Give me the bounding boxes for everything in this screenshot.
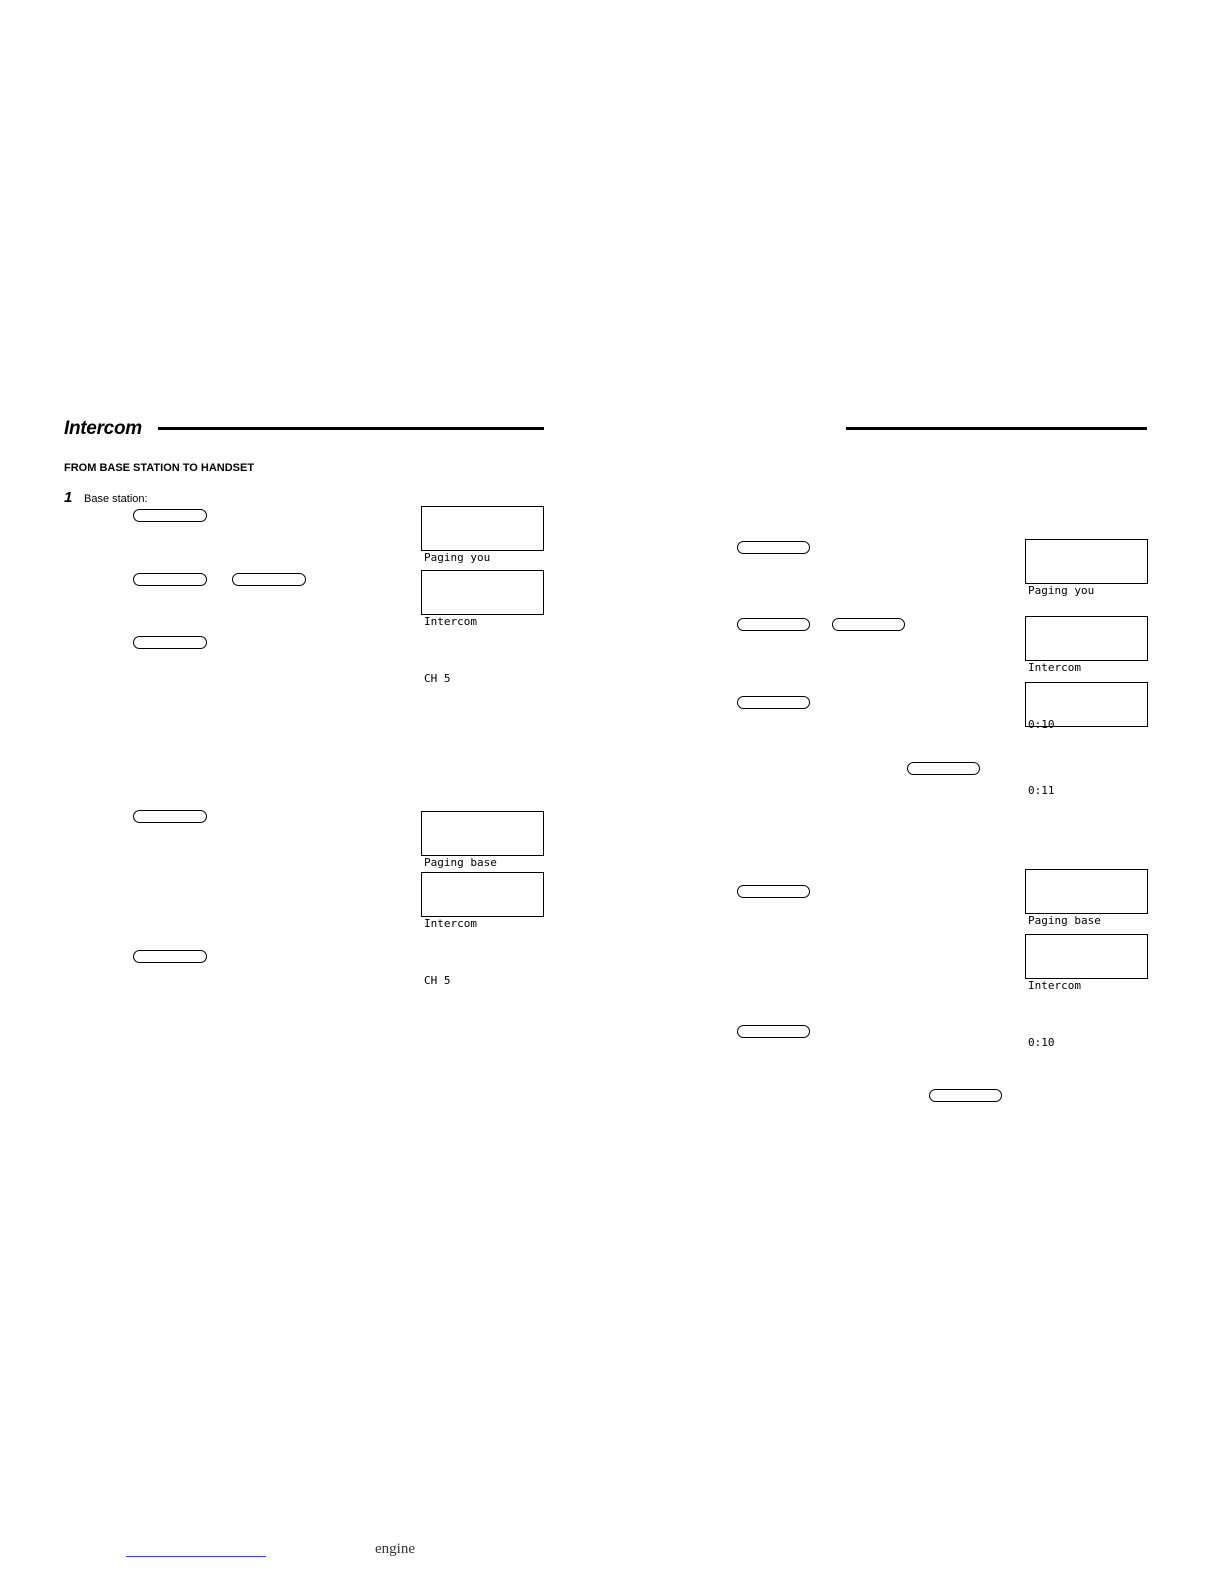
lcd-line-2: 0:10 — [1028, 1036, 1055, 1049]
lcd-display — [421, 811, 544, 869]
key-button — [832, 618, 905, 631]
footer-link-underline[interactable] — [126, 1556, 266, 1557]
lcd-line-1: Intercom — [1028, 661, 1081, 674]
right-title-rule — [846, 427, 1147, 430]
key-button — [232, 573, 306, 586]
key-button — [133, 950, 207, 963]
key-button — [737, 1025, 810, 1038]
key-button — [737, 541, 810, 554]
lcd-line-2: CH 5 — [424, 974, 451, 987]
key-button — [133, 810, 207, 823]
lcd-line-1 — [1028, 724, 1147, 743]
lcd-display — [421, 506, 544, 564]
left-title-rule — [158, 427, 544, 430]
lcd-line-1: Intercom — [424, 917, 477, 930]
key-button — [133, 509, 207, 522]
key-button — [133, 636, 207, 649]
lcd-display — [1025, 934, 1148, 1049]
lcd-display — [1025, 616, 1148, 731]
lcd-line-1: Intercom — [424, 615, 477, 628]
lcd-line-1: Paging you — [424, 551, 491, 564]
lcd-display — [421, 872, 544, 987]
step-text: Base station: — [84, 493, 148, 505]
key-button — [929, 1089, 1002, 1102]
lcd-line-2: CH 5 — [424, 672, 451, 685]
lcd-line-1: Paging base — [1028, 914, 1101, 927]
key-button — [737, 885, 810, 898]
key-button — [133, 573, 207, 586]
section-title: Intercom — [64, 418, 142, 439]
step-number: 1 — [64, 489, 73, 506]
lcd-display — [1025, 682, 1148, 797]
lcd-line-2: 0:10 — [1028, 718, 1055, 731]
lcd-line-1: Paging you — [1028, 584, 1095, 597]
lcd-line-1: Paging base — [424, 856, 497, 869]
lcd-display — [421, 570, 544, 685]
key-button — [737, 618, 810, 631]
lcd-line-2: 0:11 — [1028, 784, 1055, 797]
section-heading: FROM BASE STATION TO HANDSET — [64, 462, 255, 474]
lcd-display — [1025, 539, 1148, 597]
lcd-display — [1025, 869, 1148, 927]
lcd-line-1: Intercom — [1028, 979, 1081, 992]
key-button — [737, 696, 810, 709]
footer-text: engine — [375, 1541, 415, 1557]
key-button — [907, 762, 980, 775]
